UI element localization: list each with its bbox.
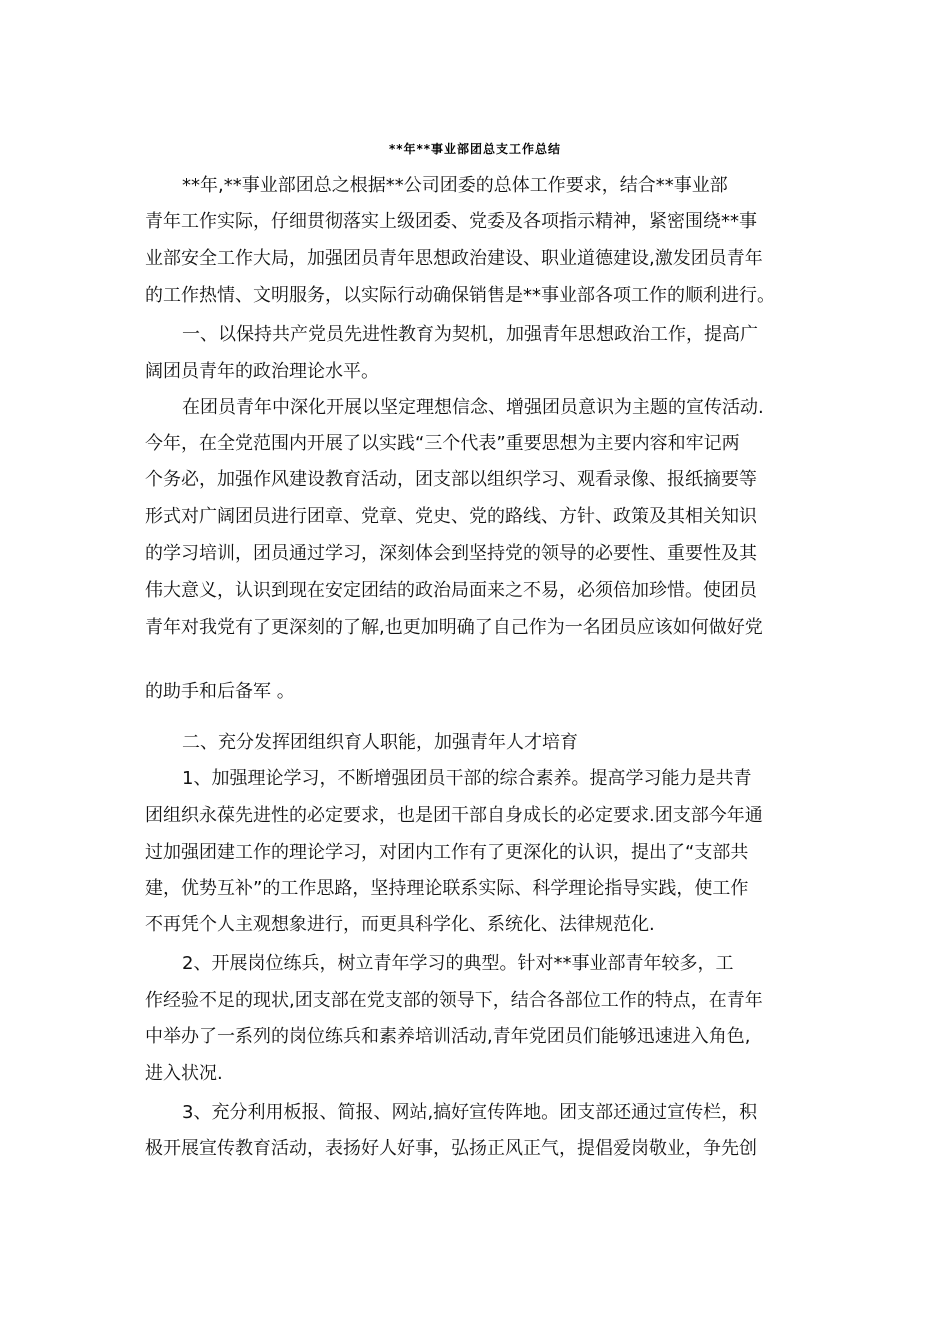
text-line: 建，优势互补”的工作思路，坚持理论联系实际、科学理论指导实践，使工作 <box>145 878 749 899</box>
text-line: 形式对广阔团员进行团章、党章、党史、党的路线、方针、政策及其相关知识 <box>145 506 757 527</box>
text-line: 个务必，加强作风建设教育活动，团支部以组织学习、观看录像、报纸摘要等 <box>145 469 757 490</box>
text-line: 3、充分利用板报、简报、网站,搞好宣传阵地。团支部还通过宣传栏，积 <box>182 1102 758 1123</box>
text-line: 伟大意义，认识到现在安定团结的政治局面来之不易，必须倍加珍惜。使团员 <box>145 580 757 601</box>
text-line: 进入状况. <box>145 1063 223 1084</box>
text-line: 团组织永葆先进性的必定要求，也是团干部自身成长的必定要求.团支部今年通 <box>145 805 763 826</box>
text-line: 的工作热情、文明服务，以实际行动确保销售是**事业部各项工作的顺利进行。 <box>145 285 775 306</box>
text-line: 不再凭个人主观想象进行，而更具科学化、系统化、法律规范化. <box>145 914 655 935</box>
text-line: 今年，在全党范围内开展了以实践“三个代表”重要思想为主要内容和牢记两 <box>145 433 740 454</box>
text-line: 二、充分发挥团组织育人职能，加强青年人才培育 <box>182 732 578 753</box>
text-line: **年,**事业部团总之根据**公司团委的总体工作要求，结合**事业部 <box>182 175 728 196</box>
text-line: 在团员青年中深化开展以坚定理想信念、增强团员意识为主题的宣传活动. <box>182 397 764 418</box>
text-line: 阔团员青年的政治理论水平。 <box>145 361 379 382</box>
text-line: 1、加强理论学习，不断增强团员干部的综合素养。提高学习能力是共青 <box>182 768 752 789</box>
text-line: 极开展宣传教育活动，表扬好人好事，弘扬正风正气，提倡爱岗敬业，争先创 <box>145 1138 757 1159</box>
text-line: 业部安全工作大局，加强团员青年思想政治建设、职业道德建设,激发团员青年 <box>145 248 763 269</box>
text-line: 青年工作实际，仔细贯彻落实上级团委、党委及各项指示精神，紧密围绕**事 <box>145 211 757 232</box>
text-line: 作经验不足的现状,团支部在党支部的领导下，结合各部位工作的特点，在青年 <box>145 990 763 1011</box>
text-line: 的学习培训，团员通过学习，深刻体会到坚持党的领导的必要性、重要性及其 <box>145 543 757 564</box>
text-line: 一、以保持共产党员先进性教育为契机，加强青年思想政治工作，提高广 <box>182 324 758 345</box>
text-line: 青年对我党有了更深刻的了解,也更加明确了自己作为一名团员应该如何做好党 <box>145 617 763 638</box>
text-line: 过加强团建工作的理论学习，对团内工作有了更深化的认识，提出了“支部共 <box>145 842 749 863</box>
text-line: 中举办了一系列的岗位练兵和素养培训活动,青年党团员们能够迅速进入角色, <box>145 1026 751 1047</box>
text-line: 的助手和后备军 。 <box>145 681 295 702</box>
document-title: **年**事业部团总支工作总结 <box>388 142 562 156</box>
text-line: 2、开展岗位练兵，树立青年学习的典型。针对**事业部青年较多，工 <box>182 953 734 974</box>
